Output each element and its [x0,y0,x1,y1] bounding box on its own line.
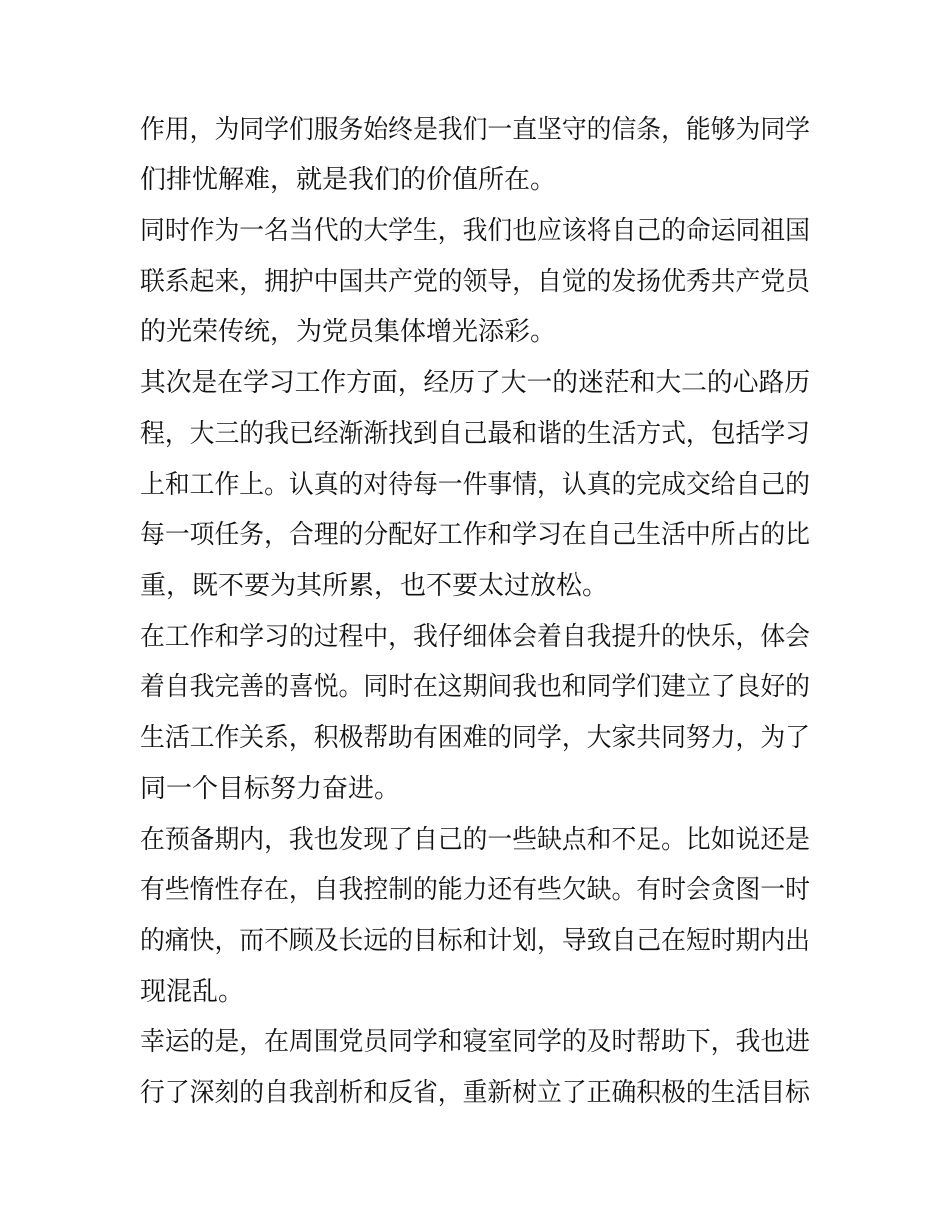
text-line: 现混乱。 [140,977,245,1007]
text-line: 同时作为一名当代的大学生，我们也应该将自己的命运同祖国 [140,216,811,246]
text-line: 重，既不要为其所累，也不要太过放松。 [140,571,609,601]
text-line: 其次是在学习工作方面，经历了大一的迷茫和大二的心路历 [140,368,811,398]
text-line: 上和工作上。认真的对待每一件事情，认真的完成交给自己的 [140,470,811,500]
text-line: 们排忧解难，就是我们的价值所在。 [140,165,557,195]
text-line: 有些惰性存在，自我控制的能力还有些欠缺。有时会贪图一时 [140,875,811,905]
text-line: 在工作和学习的过程中，我仔细体会着自我提升的快乐，体会 [140,622,811,652]
text-line: 每一项任务，合理的分配好工作和学习在自己生活中所占的比 [140,520,811,550]
text-line: 幸运的是，在周围党员同学和寝室同学的及时帮助下，我也进 [140,1027,811,1057]
text-line: 的光荣传统，为党员集体增光添彩。 [140,317,557,347]
text-line: 生活工作关系，积极帮助有困难的同学，大家共同努力，为了 [140,723,811,753]
text-line: 在预备期内，我也发现了自己的一些缺点和不足。比如说还是 [140,825,811,855]
text-line: 联系起来，拥护中国共产党的领导，自觉的发扬优秀共产党员 [140,267,811,297]
text-line: 行了深刻的自我剖析和反省，重新树立了正确积极的生活目标 [140,1078,811,1108]
text-line: 作用，为同学们服务始终是我们一直坚守的信条，能够为同学 [140,115,811,145]
text-line: 的痛快，而不顾及长远的目标和计划，导致自己在短时期内出 [140,926,811,956]
text-line: 程，大三的我已经渐渐找到自己最和谐的生活方式，包括学习 [140,419,811,449]
text-line: 同一个目标努力奋进。 [140,774,401,804]
text-line: 着自我完善的喜悦。同时在这期间我也和同学们建立了良好的 [140,672,811,702]
